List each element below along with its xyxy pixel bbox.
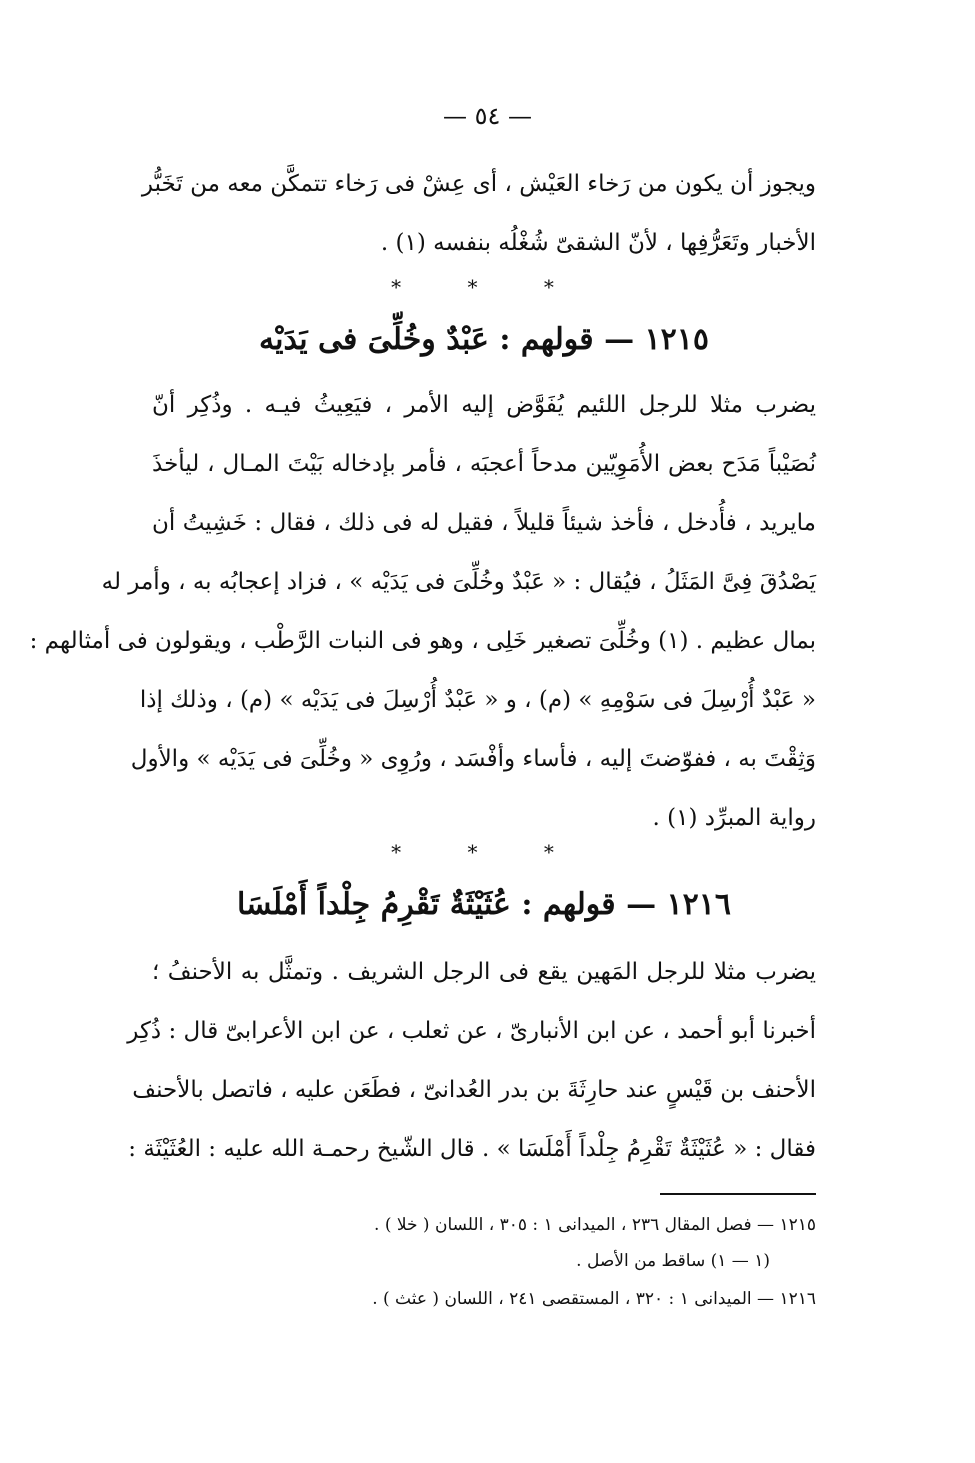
intro-line: ويجوز أن يكون من رَخاء العَيْش ، أى عِشْ فى رَخاء تتمكَّن معه من تَخَبُّر [141, 171, 816, 197]
footnote: (١ — ١) ساقط من الأصل . [576, 1251, 770, 1271]
entry-heading-1215: ١٢١٥ — قولهم : عَبْدٌ وخُلِّىَ فى يَدَيْه [259, 322, 709, 357]
entry-heading-1216: ١٢١٦ — قولهم : عُثَيْثَةٌ تَقْرِمُ جِلْداً أَمْلَسَا [236, 887, 731, 922]
section-separator: * * * [391, 840, 584, 864]
section-separator: * * * [391, 275, 584, 299]
entry-text-line: فقال : « عُثَيْثَةٌ تَقْرِمُ جِلْداً أَمْلَسَا » . قال الشّيخ رحمـة الله عليه : العُثَيْثَة : [128, 1136, 816, 1162]
footnote-rule [660, 1193, 816, 1195]
entry-text-line: يضرب مثلا للرجل اللئيم يُفَوَّض إليه الأمر ، فيَعِيثُ فيـه . وذُكِر أنّ [152, 392, 816, 418]
entry-text-line: أخبرنا أبو أحمد ، عن ابن الأنبارىّ ، عن ثعلب ، عن ابن الأعرابىّ قال : ذُكِر [127, 1018, 816, 1044]
entry-text-line: مايريد ، فأُدخل ، فأخذ شيئاً قليلاً ، فقيل له فى ذلك ، فقال : خَشِيتُ أن [152, 510, 816, 536]
entry-text-line: بمال عظيم . (١) وخُلِّىَ تصغير خَلِى ، وهو فى النبات الرَّطْب ، ويقولون فى أمثالهم : [29, 628, 816, 654]
intro-line: الأخبار وتَعَرُّفِها ، لأنّ الشقىّ شُغْلُه بنفسه (١) . [380, 230, 816, 256]
entry-text-line: « عَبْدٌ أُرْسِلَ فى سَوْمِهِ » (م) ، و « عَبْدٌ أُرْسِلَ فى يَدَيْه » (م) ، وذلك إذا [139, 687, 816, 713]
entry-text-line: نُصَيْباً مَدَح بعض الأُمَوِيّين مدحاً أعجبَه ، فأمر بإدخاله بَيْتَ المـال ، ليأخذَ [152, 451, 816, 477]
footnote: ١٢١٥ — فصل المقال ٢٣٦ ، الميدانى ١ : ٣٠٥ ، اللسان ( خلا ) . [374, 1215, 816, 1235]
footnote: ١٢١٦ — الميدانى ١ : ٣٢٠ ، المستقصى ٢٤١ ، اللسان ( عثث ) . [372, 1289, 816, 1309]
page-number: — ٥٤ — [442, 102, 533, 130]
entry-text-line: يضرب مثلا للرجل المَهين يقع فى الرجل الشريف . وتمثَّل به الأحنفُ ؛ [152, 959, 816, 985]
entry-text-line: يَصْدُقَ فِىَّ المَثَلُ ، فيُقال : « عَبْدٌ وخُلِّىَ فى يَدَيْه » ، فزاد إعجابُه به ، وأمر له [101, 569, 816, 595]
entry-text-line: الأحنف بن قَيْسٍ عند حارِثَةَ بن بدر العُدانىّ ، فطَعَن عليه ، فاتصل بالأحنف [132, 1077, 816, 1103]
entry-text-line: رواية المبرِّد (١) . [652, 805, 816, 831]
entry-text-line: وَثِقْتَ به ، ففوّضتَ إليه ، فأساء وأفْسَد ، ورُوِى « وخُلِّىَ فى يَدَيْه » والأول [130, 746, 816, 772]
